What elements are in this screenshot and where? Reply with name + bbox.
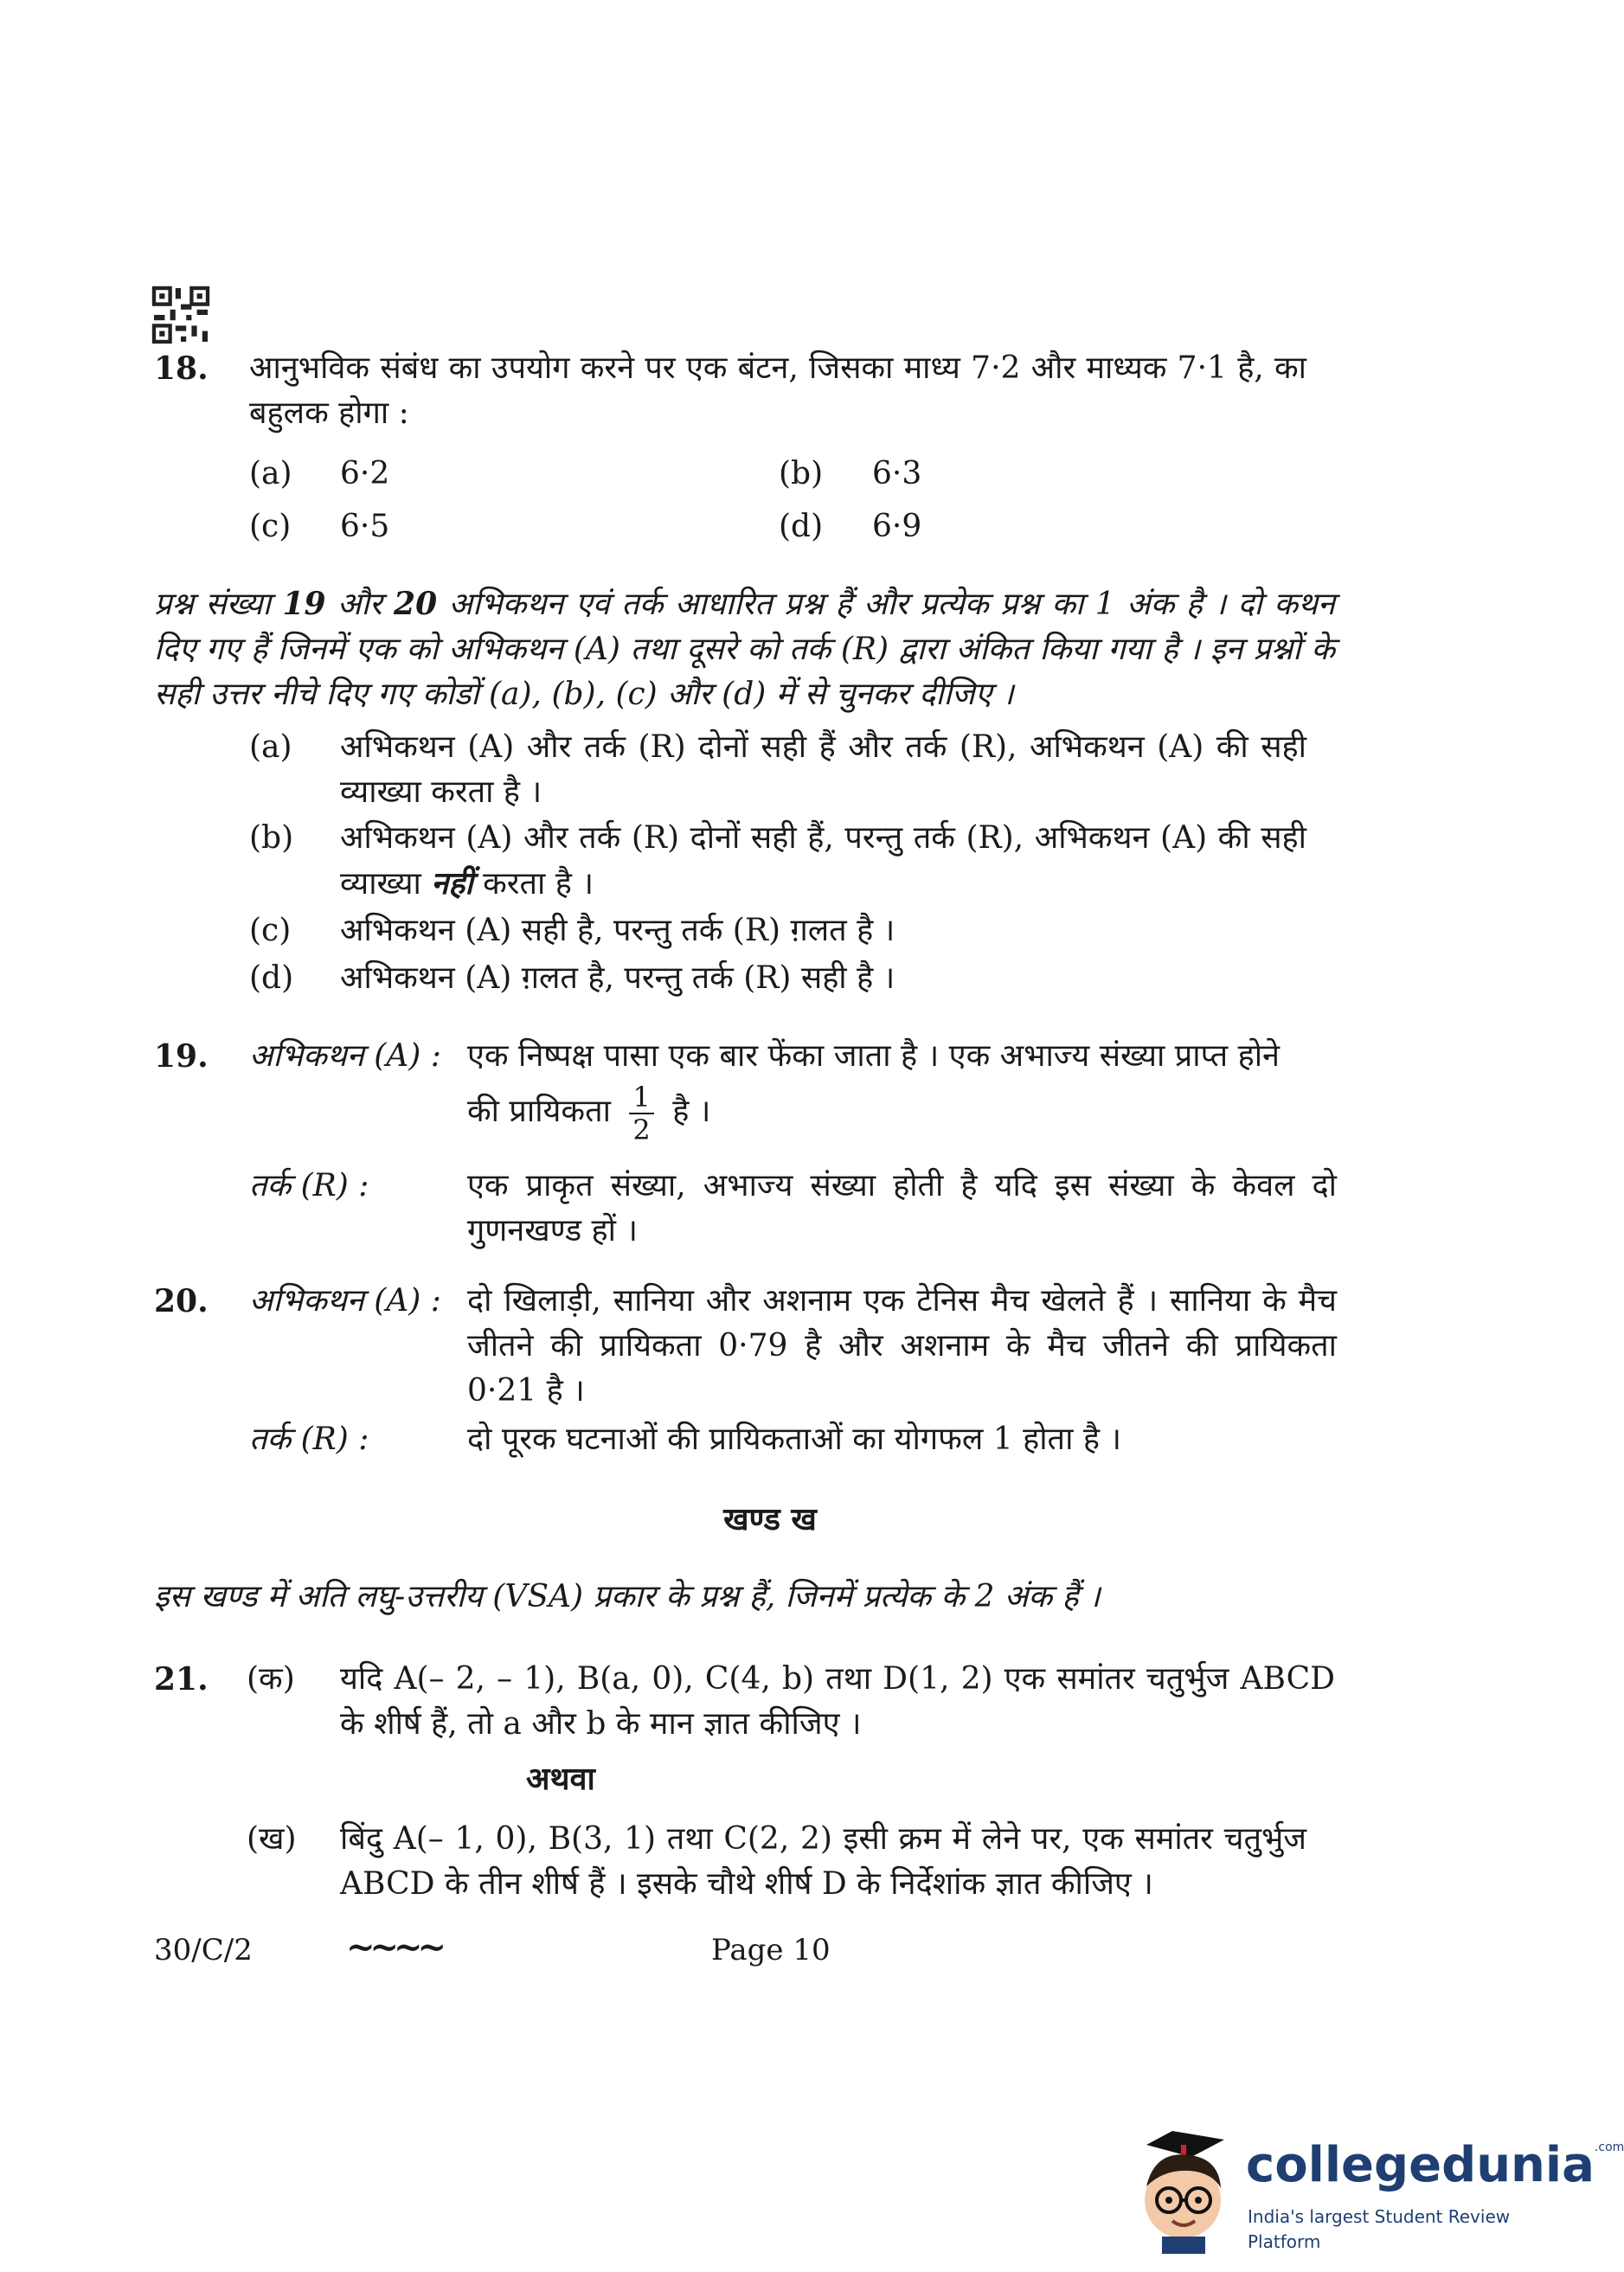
reason-label: तर्क (R) : xyxy=(249,1168,369,1203)
code-label: (a) xyxy=(249,729,292,765)
part-text: बिंदु A(– 1, 0), B(3, 1) तथा C(2, 2) इसी क्रम में लेने पर, एक समांतर चतुर्भुज ABCD के तीन शीर्ष हैं । इसके चौथे शीर्ष D के निर्देशांक ज्ञात कीजिए । xyxy=(340,1821,1306,1903)
instruction-paragraph: प्रश्न संख्या 19 और 20 अभिकथन एवं तर्क आधारित प्रश्न हैं और प्रत्येक प्रश्न का 1 अंक है । दो कथन दिए गए हैं जिनमें एक को अभिकथन (A) तथा दूसरे को तर्क (R) द्वारा अंकित किया गया है । इन प्रश्नों के सही उत्तर नीचे दिए गए कोडों (a), (b), (c) और (d) में से चुनकर दीजिए । xyxy=(154,586,1335,713)
assertion-text: दो खिलाड़ी, सानिया और अशनाम एक टेनिस मैच खेलते हैं । सानिया के मैच जीतने की प्रायिकता 0·79 है और अशनाम के मैच जीतने की प्रायिकता 0·21 है । xyxy=(467,1283,1337,1409)
part-text: यदि A(– 2, – 1), B(a, 0), C(4, b) तथा D(1, 2) एक समांतर चतुर्भुज ABCD के शीर्ष हैं, तो a और b के मान ज्ञात कीजिए । xyxy=(340,1661,1335,1743)
question-number: 21. xyxy=(154,1661,209,1698)
brand-tagline: India's largest Student Review Platform xyxy=(1248,2206,1511,2252)
reason-text: दो पूरक घटनाओं की प्रायिकताओं का योगफल 1 होता है । xyxy=(467,1422,1122,1457)
reason-label: तर्क (R) : xyxy=(249,1422,369,1457)
option-value: 6·3 xyxy=(872,456,922,491)
assertion-label: अभिकथन (A) : xyxy=(249,1283,441,1319)
option-value: 6·2 xyxy=(340,456,390,491)
part-label: (ख) xyxy=(247,1821,297,1857)
brand-logo: collegedunia$^{.com}$ xyxy=(1246,2137,1624,2193)
question-number: 20. xyxy=(154,1283,209,1319)
question-number: 18. xyxy=(154,350,209,387)
mascot-icon xyxy=(1129,2124,1242,2254)
fraction: $\frac{1}{2}$ xyxy=(629,1081,653,1146)
section-heading: खण्ड ख xyxy=(723,1501,817,1537)
option-value: 6·9 xyxy=(872,509,922,544)
question-number: 19. xyxy=(154,1038,209,1075)
code-text: अभिकथन (A) और तर्क (R) दोनों सही हैं और तर्क (R), अभिकथन (A) की सही व्याख्या करता है । xyxy=(340,729,1306,811)
option-label: (d) xyxy=(779,509,824,544)
qr-code-icon xyxy=(154,288,208,342)
part-label: (क) xyxy=(247,1661,295,1697)
paper-code: 30/C/2 xyxy=(154,1933,253,1967)
assertion-text: एक निष्पक्ष पासा एक बार फेंका जाता है । एक अभाज्य संख्या प्राप्त होने xyxy=(467,1038,1281,1074)
question-text: आनुभविक संबंध का उपयोग करने पर एक बंटन, जिसका माध्य 7·2 और माध्यक 7·1 है, का बहुलक होगा : xyxy=(249,350,1306,432)
code-label: (d) xyxy=(249,960,294,996)
option-label: (b) xyxy=(779,456,824,491)
option-label: (c) xyxy=(249,509,292,544)
code-text: अभिकथन (A) सही है, परन्तु तर्क (R) ग़लत है । xyxy=(340,913,895,948)
page-number: Page 10 xyxy=(711,1933,831,1967)
code-text: अभिकथन (A) और तर्क (R) दोनों सही हैं, परन्तु तर्क (R), अभिकथन (A) की सही व्याख्या नहीं करता है । xyxy=(340,820,1306,902)
ornament: ~~~~ xyxy=(346,1927,442,1967)
reason-text: एक प्राकृत संख्या, अभाज्य संख्या होती है यदि इस संख्या के केवल दो गुणनखण्ड हों । xyxy=(467,1168,1337,1249)
or-separator: अथवा xyxy=(526,1761,595,1797)
assertion-text: की प्रायिकता $\frac{1}{2}$ है । xyxy=(467,1081,711,1146)
code-label: (b) xyxy=(249,820,294,856)
option-label: (a) xyxy=(249,456,292,491)
option-value: 6·5 xyxy=(340,509,390,544)
section-instruction: इस खण्ड में अति लघु-उत्तरीय (VSA) प्रकार के प्रश्न हैं, जिनमें प्रत्येक के 2 अंक हैं । xyxy=(154,1579,1101,1614)
code-text: अभिकथन (A) ग़लत है, परन्तु तर्क (R) सही है । xyxy=(340,960,895,996)
assertion-label: अभिकथन (A) : xyxy=(249,1038,441,1074)
code-label: (c) xyxy=(249,913,292,948)
